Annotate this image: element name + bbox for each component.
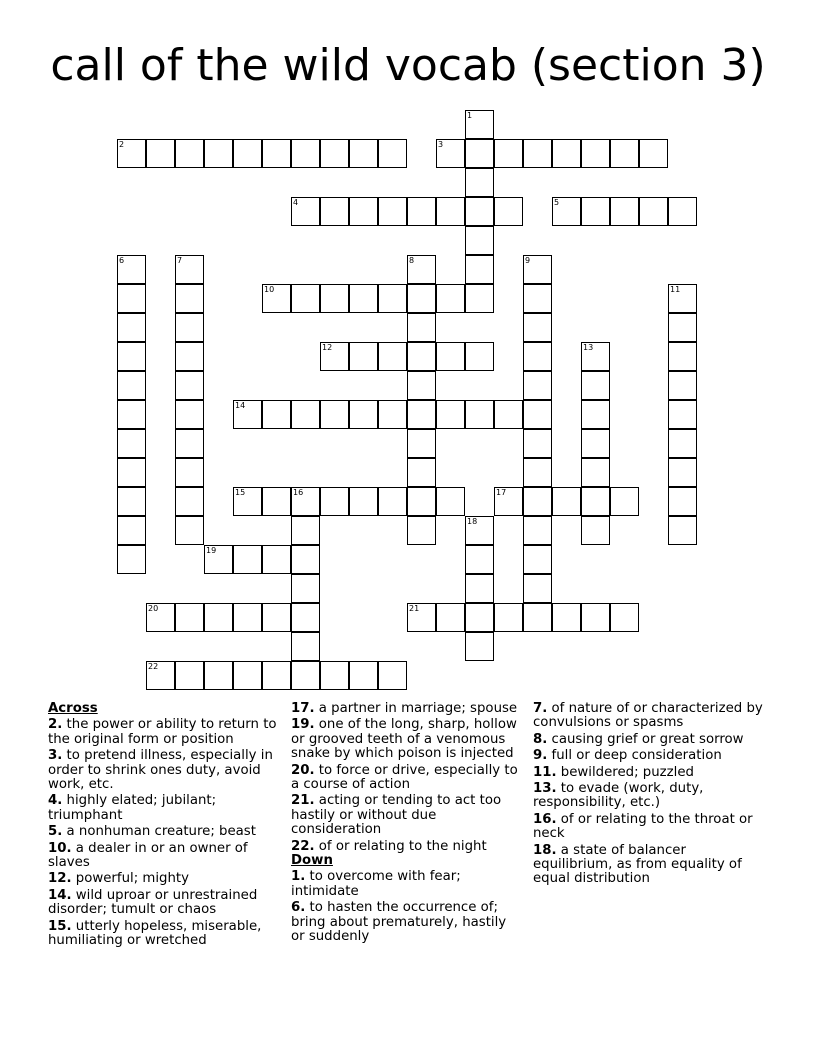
grid-cell[interactable] (233, 545, 262, 574)
grid-cell[interactable] (320, 342, 349, 371)
grid-cell[interactable] (233, 603, 262, 632)
grid-cell[interactable] (349, 661, 378, 690)
clue-across-22: 22. of or relating to the night (291, 838, 487, 854)
grid-cell[interactable] (465, 226, 494, 255)
clue-column-3 (533, 702, 765, 887)
grid-cell[interactable] (581, 458, 610, 487)
clue-down-11: 11. bewildered; puzzled (533, 764, 694, 780)
grid-cell[interactable] (523, 313, 552, 342)
cell-number: 21 (409, 604, 420, 613)
grid-cell[interactable] (204, 603, 233, 632)
grid-cell[interactable] (204, 545, 233, 574)
grid-cell[interactable] (523, 487, 552, 516)
grid-cell[interactable] (378, 284, 407, 313)
grid-cell[interactable] (552, 139, 581, 168)
grid-cell[interactable] (465, 574, 494, 603)
cell-number: 2 (119, 140, 125, 149)
grid-cell[interactable] (146, 139, 175, 168)
grid-cell[interactable] (465, 516, 494, 545)
grid-cell[interactable] (117, 255, 146, 284)
grid-cell[interactable] (407, 400, 436, 429)
grid-cell[interactable] (465, 284, 494, 313)
grid-cell[interactable] (668, 197, 697, 226)
cell-number: 6 (119, 256, 125, 265)
grid-cell[interactable] (291, 661, 320, 690)
clue-across-10: 10. a dealer in or an owner of slaves (48, 840, 248, 871)
grid-cell[interactable] (320, 197, 349, 226)
grid-cell[interactable] (494, 139, 523, 168)
cell-number: 22 (148, 662, 159, 671)
cell-number: 16 (293, 488, 304, 497)
grid-cell[interactable] (262, 487, 291, 516)
grid-cell[interactable] (668, 342, 697, 371)
grid-cell[interactable] (349, 487, 378, 516)
grid-cell[interactable] (262, 284, 291, 313)
grid-cell[interactable] (175, 371, 204, 400)
grid-cell[interactable] (117, 429, 146, 458)
grid-cell[interactable] (117, 342, 146, 371)
grid-cell[interactable] (320, 487, 349, 516)
clue-column-1 (48, 702, 280, 949)
clue-down-18: 18. a state of balancer equilibrium, as from equality of equal distribution (533, 842, 742, 887)
grid-cell[interactable] (581, 487, 610, 516)
grid-cell[interactable] (436, 139, 465, 168)
grid-cell[interactable] (465, 139, 494, 168)
cell-number: 19 (206, 546, 217, 555)
grid-cell[interactable] (639, 139, 668, 168)
grid-cell[interactable] (407, 429, 436, 458)
grid-cell[interactable] (204, 139, 233, 168)
grid-cell[interactable] (291, 603, 320, 632)
grid-cell[interactable] (175, 458, 204, 487)
grid-cell[interactable] (291, 400, 320, 429)
grid-cell[interactable] (349, 400, 378, 429)
cell-number: 9 (525, 256, 531, 265)
clue-across-2: 2. the power or ability to return to the original form or position (48, 717, 277, 747)
grid-cell[interactable] (465, 400, 494, 429)
grid-cell[interactable] (494, 400, 523, 429)
grid-cell[interactable] (581, 371, 610, 400)
grid-cell[interactable] (349, 284, 378, 313)
grid-cell[interactable] (291, 632, 320, 661)
cell-number: 1 (467, 111, 473, 120)
grid-cell[interactable] (175, 313, 204, 342)
grid-cell[interactable] (175, 284, 204, 313)
grid-cell[interactable] (668, 371, 697, 400)
grid-cell[interactable] (668, 400, 697, 429)
grid-cell[interactable] (465, 545, 494, 574)
grid-cell[interactable] (233, 400, 262, 429)
grid-cell[interactable] (117, 545, 146, 574)
cell-number: 3 (438, 140, 444, 149)
grid-cell[interactable] (378, 661, 407, 690)
grid-cell[interactable] (523, 458, 552, 487)
grid-cell[interactable] (262, 400, 291, 429)
grid-cell[interactable] (175, 342, 204, 371)
clue-across-15: 15. utterly hopeless, miserable, humiliating or wretched (48, 918, 262, 949)
grid-cell[interactable] (581, 429, 610, 458)
cell-number: 13 (583, 343, 594, 352)
grid-cell[interactable] (668, 284, 697, 313)
grid-cell[interactable] (407, 458, 436, 487)
grid-cell[interactable] (610, 197, 639, 226)
grid-cell[interactable] (523, 516, 552, 545)
clue-column-2 (291, 702, 523, 945)
grid-cell[interactable] (581, 516, 610, 545)
grid-cell[interactable] (291, 516, 320, 545)
grid-cell[interactable] (117, 400, 146, 429)
grid-cell[interactable] (117, 139, 146, 168)
grid-cell[interactable] (436, 603, 465, 632)
cell-number: 17 (496, 488, 507, 497)
clue-across-17: 17. a partner in marriage; spouse (291, 701, 518, 716)
grid-cell[interactable] (291, 545, 320, 574)
clue-down-8: 8. causing grief or great sorrow (533, 731, 744, 747)
clue-across-12: 12. powerful; mighty (48, 871, 190, 887)
cell-number: 5 (554, 198, 560, 207)
grid-cell[interactable] (523, 342, 552, 371)
grid-cell[interactable] (639, 197, 668, 226)
across-heading: Across (48, 701, 98, 716)
grid-cell[interactable] (407, 603, 436, 632)
grid-cell[interactable] (494, 487, 523, 516)
grid-cell[interactable] (552, 197, 581, 226)
clue-across-21: 21. acting or tending to act too hastily or without due consideration (291, 793, 502, 838)
grid-cell[interactable] (291, 284, 320, 313)
grid-cell[interactable] (175, 429, 204, 458)
cell-number: 11 (670, 285, 681, 294)
grid-cell[interactable] (233, 139, 262, 168)
grid-cell[interactable] (668, 313, 697, 342)
cell-number: 7 (177, 256, 183, 265)
clue-across-19: 19. one of the long, sharp, hollow or grooved teeth of a venomous snake by which poison is injected (291, 717, 517, 762)
grid-cell[interactable] (610, 139, 639, 168)
grid-cell[interactable] (523, 139, 552, 168)
grid-cell[interactable] (349, 342, 378, 371)
grid-cell[interactable] (610, 603, 639, 632)
grid-cell[interactable] (465, 110, 494, 139)
grid-cell[interactable] (262, 603, 291, 632)
grid-cell[interactable] (407, 313, 436, 342)
grid-cell[interactable] (523, 429, 552, 458)
clue-down-1: 1. to overcome with fear; intimidate (291, 869, 461, 899)
grid-cell[interactable] (436, 284, 465, 313)
clue-down-6: 6. to hasten the occurrence of; bring about prematurely, hastily or suddenly (291, 900, 507, 945)
grid-cell[interactable] (262, 661, 291, 690)
grid-cell[interactable] (407, 255, 436, 284)
grid-cell[interactable] (291, 574, 320, 603)
grid-cell[interactable] (291, 487, 320, 516)
grid-cell[interactable] (378, 342, 407, 371)
cell-number: 12 (322, 343, 333, 352)
grid-cell[interactable] (523, 603, 552, 632)
clue-across-5: 5. a nonhuman creature; beast (48, 824, 256, 840)
grid-cell[interactable] (436, 400, 465, 429)
grid-cell[interactable] (668, 429, 697, 458)
cell-number: 20 (148, 604, 159, 613)
clue-down-13: 13. to evade (work, duty, responsibility, etc.) (533, 781, 704, 811)
grid-cell[interactable] (320, 661, 349, 690)
down-heading: Down (291, 853, 333, 869)
grid-cell[interactable] (552, 603, 581, 632)
clue-across-20: 20. to force or drive, especially to a course of action (291, 762, 518, 793)
grid-cell[interactable] (436, 342, 465, 371)
cell-number: 8 (409, 256, 415, 265)
grid-cell[interactable] (465, 632, 494, 661)
grid-cell[interactable] (668, 458, 697, 487)
grid-cell[interactable] (523, 574, 552, 603)
grid-cell[interactable] (465, 603, 494, 632)
grid-cell[interactable] (581, 342, 610, 371)
grid-cell[interactable] (436, 197, 465, 226)
clue-down-16: 16. of or relating to the throat or neck (533, 811, 753, 842)
grid-cell[interactable] (407, 197, 436, 226)
grid-cell[interactable] (465, 255, 494, 284)
grid-cell[interactable] (378, 487, 407, 516)
grid-cell[interactable] (523, 371, 552, 400)
clue-across-3: 3. to pretend illness, especially in order to shrink ones duty, avoid work, etc. (48, 748, 273, 793)
grid-cell[interactable] (494, 603, 523, 632)
grid-cell[interactable] (204, 661, 233, 690)
grid-cell[interactable] (175, 603, 204, 632)
grid-cell[interactable] (349, 197, 378, 226)
grid-cell[interactable] (320, 400, 349, 429)
grid-cell[interactable] (378, 197, 407, 226)
grid-cell[interactable] (523, 545, 552, 574)
grid-cell[interactable] (465, 342, 494, 371)
grid-cell[interactable] (494, 197, 523, 226)
grid-cell[interactable] (581, 139, 610, 168)
grid-cell[interactable] (291, 139, 320, 168)
grid-cell[interactable] (465, 197, 494, 226)
grid-cell[interactable] (117, 516, 146, 545)
grid-cell[interactable] (262, 545, 291, 574)
grid-cell[interactable] (320, 139, 349, 168)
grid-cell[interactable] (407, 516, 436, 545)
grid-cell[interactable] (175, 400, 204, 429)
cell-number: 14 (235, 401, 246, 410)
cell-number: 15 (235, 488, 246, 497)
grid-cell[interactable] (407, 342, 436, 371)
grid-cell[interactable] (117, 284, 146, 313)
grid-cell[interactable] (175, 661, 204, 690)
grid-cell[interactable] (465, 168, 494, 197)
grid-cell[interactable] (117, 487, 146, 516)
grid-cell[interactable] (233, 487, 262, 516)
clue-down-9: 9. full or deep consideration (533, 748, 722, 764)
grid-cell[interactable] (117, 371, 146, 400)
grid-cell[interactable] (117, 313, 146, 342)
clue-down-7: 7. of nature of or characterized by convulsions or spasms (533, 701, 763, 731)
grid-cell[interactable] (436, 487, 465, 516)
grid-cell[interactable] (262, 139, 291, 168)
grid-cell[interactable] (146, 603, 175, 632)
clue-across-4: 4. highly elated; jubilant; triumphant (48, 793, 217, 823)
grid-cell[interactable] (291, 197, 320, 226)
grid-cell[interactable] (146, 661, 175, 690)
grid-cell[interactable] (117, 458, 146, 487)
clue-across-14: 14. wild uproar or unrestrained disorder; tumult or chaos (48, 887, 258, 918)
grid-cell[interactable] (407, 371, 436, 400)
grid-cell[interactable] (175, 516, 204, 545)
grid-cell[interactable] (378, 400, 407, 429)
grid-cell[interactable] (581, 400, 610, 429)
page-title: call of the wild vocab (section 3) (50, 40, 766, 91)
grid-cell[interactable] (668, 516, 697, 545)
grid-cell[interactable] (610, 487, 639, 516)
grid-cell[interactable] (523, 255, 552, 284)
grid-cell[interactable] (320, 284, 349, 313)
grid-cell[interactable] (378, 139, 407, 168)
grid-cell[interactable] (581, 197, 610, 226)
grid-cell[interactable] (407, 487, 436, 516)
grid-cell[interactable] (552, 487, 581, 516)
grid-cell[interactable] (668, 487, 697, 516)
cell-number: 10 (264, 285, 275, 294)
grid-cell[interactable] (407, 284, 436, 313)
cell-number: 18 (467, 517, 478, 526)
grid-cell[interactable] (175, 139, 204, 168)
cell-number: 4 (293, 198, 299, 207)
grid-cell[interactable] (175, 255, 204, 284)
grid-cell[interactable] (581, 603, 610, 632)
grid-cell[interactable] (523, 284, 552, 313)
grid-cell[interactable] (233, 661, 262, 690)
grid-cell[interactable] (175, 487, 204, 516)
grid-cell[interactable] (523, 400, 552, 429)
grid-cell[interactable] (349, 139, 378, 168)
